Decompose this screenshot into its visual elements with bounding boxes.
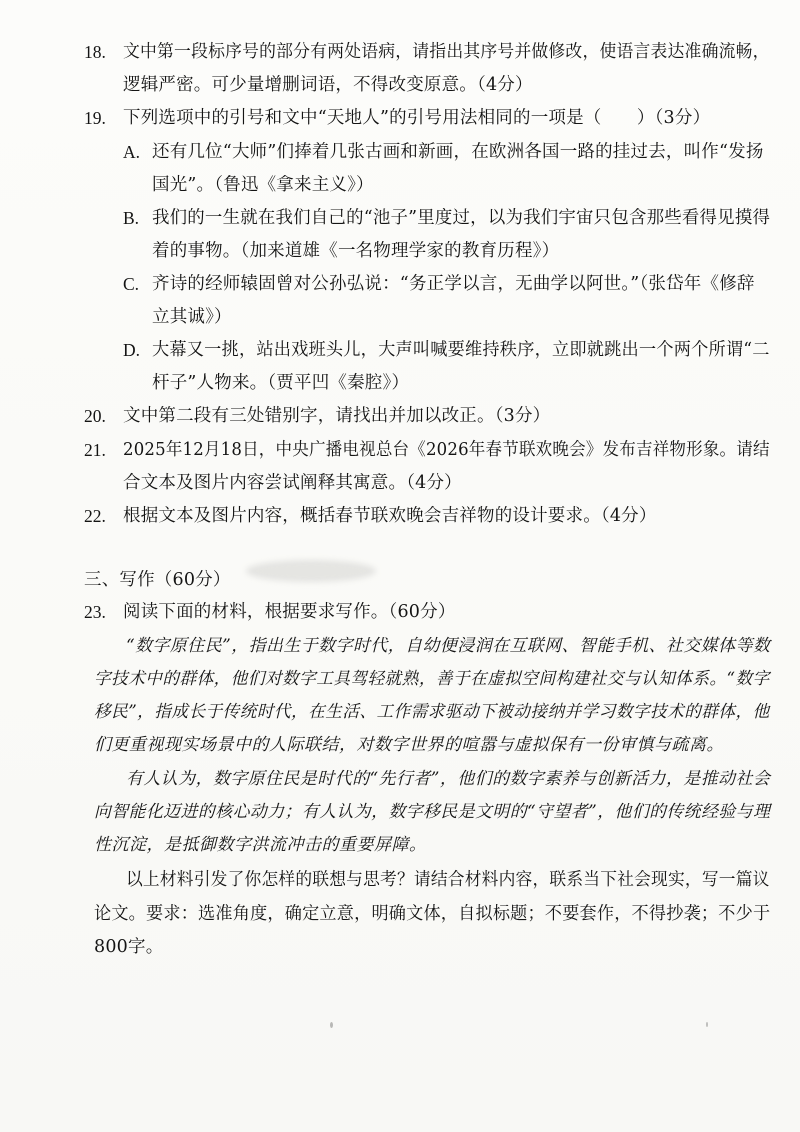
- option-text-line: 齐诗的经师辕固曾对公孙弘说：“务正学以言，无曲学以阿世。”（张岱年《修辞: [152, 274, 755, 294]
- question-text-line: 逻辑严密。可少量增删词语，不得改变原意。（4分）: [123, 75, 533, 95]
- option-text-line: 立其诚》）: [152, 307, 232, 327]
- option-letter: D.: [123, 340, 141, 360]
- question-number: 23.: [84, 602, 106, 622]
- scan-speck: [706, 1022, 708, 1027]
- material-line: “数字原住民”，指出生于数字时代，自幼便浸润在互联网、智能手机、社交媒体等数: [126, 636, 771, 656]
- material-line: 有人认为，数字原住民是时代的“先行者”，他们的数字素养与创新活力，是推动社会: [126, 769, 771, 789]
- option-text-line: 杆子”人物来。（贾平凹《秦腔》）: [152, 373, 410, 393]
- scan-smudge: [246, 560, 376, 582]
- material-line: 性沉淀，是抵御数字洪流冲击的重要屏障。: [94, 835, 427, 855]
- question-text-line: 阅读下面的材料，根据要求写作。（60分）: [123, 602, 456, 622]
- question-text-line: 根据文本及图片内容，概括春节联欢晚会吉祥物的设计要求。（4分）: [123, 506, 657, 526]
- material-line: 移民”，指成长于传统时代，在生活、工作需求驱动下被动接纳并学习数字技术的群体，他: [94, 702, 770, 722]
- question-text-line: 2025年12月18日，中央广播电视总台《2026年春节联欢晚会》发布吉祥物形象。请结: [123, 440, 770, 460]
- material-line: 向智能化迈进的核心动力；有人认为，数字移民是文明的“守望者”，他们的传统经验与理: [94, 802, 771, 822]
- material-line: 们更重视现实场景中的人际联结，对数字世界的喧嚣与虚拟保有一份审慎与疏离。: [94, 735, 724, 755]
- question-number: 20.: [84, 406, 106, 426]
- section-title: 三、写作（60分）: [84, 570, 231, 590]
- material-line: 字技术中的群体，他们对数字工具驾轻就熟，善于在虚拟空间构建社交与认知体系。“数字: [94, 669, 770, 689]
- option-text-line: 大幕又一挑，站出戏班头儿，大声叫喊要维持秩序，立即就跳出一个两个所谓“二: [152, 340, 770, 360]
- option-text-line: 我们的一生就在我们自己的“池子”里度过，以为我们宇宙只包含那些看得见摸得: [152, 208, 771, 228]
- option-text-line: 着的事物。（加来道雄《一名物理学家的教育历程》）: [152, 241, 560, 261]
- requirement-line: 800字。: [94, 937, 164, 957]
- scan-speck: [330, 1022, 333, 1028]
- option-letter: C.: [123, 274, 140, 294]
- option-text-line: 还有几位“大师”们捧着几张古画和新画，在欧洲各国一路的挂过去，叫作“发扬: [152, 142, 764, 162]
- option-letter: B.: [123, 208, 140, 228]
- question-text-line: 文中第一段标序号的部分有两处语病，请指出其序号并做修改，使语言表达准确流畅，: [123, 42, 770, 62]
- question-number: 21.: [84, 440, 106, 460]
- requirement-line: 论文。要求：选准角度，确定立意，明确文体，自拟标题；不要套作，不得抄袭；不少于: [94, 904, 771, 924]
- question-number: 22.: [84, 506, 106, 526]
- question-number: 19.: [84, 108, 106, 128]
- question-text-line: 文中第二段有三处错别字，请找出并加以改正。（3分）: [123, 406, 551, 426]
- option-text-line: 国光”。（鲁迅《拿来主义》）: [152, 175, 374, 195]
- question-text-line: 合文本及图片内容尝试阐释其寓意。（4分）: [123, 473, 462, 493]
- requirement-line: 以上材料引发了你怎样的联想与思考？请结合材料内容，联系当下社会现实，写一篇议: [126, 870, 770, 890]
- question-text-line: 下列选项中的引号和文中“天地人”的引号用法相同的一项是（ ）（3分）: [123, 108, 711, 128]
- option-letter: A.: [123, 142, 141, 162]
- question-number: 18.: [84, 42, 106, 62]
